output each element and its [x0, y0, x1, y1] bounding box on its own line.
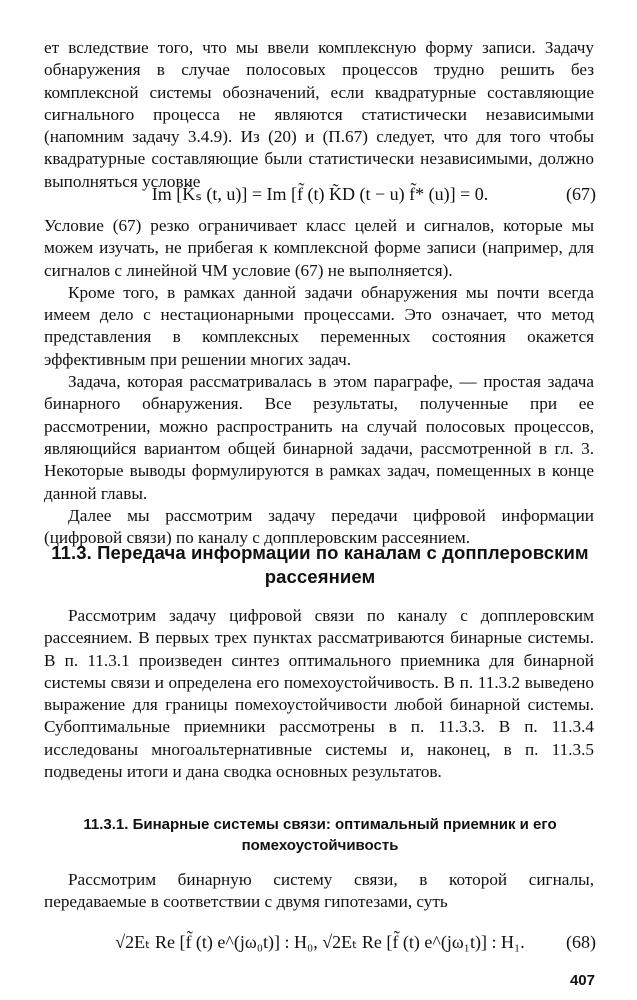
- section-heading-line: рассеянием: [264, 566, 376, 587]
- text-block-top: [44, 37, 594, 193]
- text-block-middle: [44, 215, 594, 549]
- paragraph: Кроме того, в рамках данной задачи обнаружения мы почти всегда имеем дело с нестационарными процессами. Это означает, что метод представления в комплексных переменных состояния окажется эффективным при решении многих задач.: [44, 282, 594, 369]
- paragraph: Условие (67) резко ограничивает класс целей и сигналов, которые мы можем изучать, не прибегая к комплексной форме записи (например, для сигналов с линейной ЧМ условие (67) не выполняется).: [44, 216, 594, 280]
- paragraph: Задача, которая рассматривалась в этом параграфе, — простая задача бинарного обнаружения. Все результаты, полученные при ее рассмотрении, можно распространить на случай полосовых процессов, являющийся вариантом общей бинарной задачи, рассмотренной в гл. 3. Некоторые выводы формулируются в рамках задач, помещенных в конце данной главы.: [44, 372, 594, 503]
- formula-expression: Im [K̃ₛ (t, u)] = Im [f̃ (t) K̃D (t − u) f̃* (u)] = 0.: [151, 184, 489, 204]
- formula-68: [44, 929, 596, 955]
- formula-number: (67): [566, 184, 596, 204]
- text-block-subsection: [44, 869, 594, 914]
- paragraph: Далее мы рассмотрим задачу передачи цифровой информации (цифровой связи) по каналу с допплеровским рассеянием.: [44, 505, 594, 548]
- formula-expression: √2Eₜ Re [f̃ (t) e^(jω₀t)] : H₀, √2Eₜ Re [f̃ (t) e^(jω₁t)] : H₁.: [115, 932, 525, 952]
- subsection-heading-line: помехоустойчивость: [241, 837, 399, 854]
- subsection-heading: [44, 814, 596, 856]
- subsection-heading-line: 11.3.1. Бинарные системы связи: оптимальный приемник и его: [83, 816, 557, 833]
- section-heading-line: 11.3. Передача информации по каналам с допплеровским: [51, 542, 589, 563]
- page-number: 407: [569, 972, 595, 989]
- paragraph: ет вследствие того, что мы ввели комплексную форму записи. Задачу обнаружения в случае полосовых процессов трудно решить без комплексной системы обозначений, если квадратурные составляющие сигнального процесса не являются статистически независимыми (напомним задачу 3.4.9). Из (20) и (П.67) следует, что для того чтобы квадратурные составляющие были статистически независимыми, должно выполняться условие: [44, 38, 594, 191]
- paragraph: Рассмотрим бинарную систему связи, в которой сигналы, передаваемые в соответствии с двумя гипотезами, суть: [44, 870, 594, 912]
- formula-67: [44, 181, 596, 207]
- section-heading: [44, 541, 596, 589]
- paragraph: Рассмотрим задачу цифровой связи по каналу с допплеровским рассеянием. В первых трех пунктах рассматриваются бинарные системы. В п. 11.3.1 произведен синтез оптимального приемника для бинарной системы связи и определена его помехоустойчивость. В п. 11.3.2 выведено выражение для границы помехоустойчивости любой бинарной системы. Субоптимальные приемники рассмотрены в п. 11.3.3. В п. 11.3.4 исследованы многоальтернативные системы и, наконец, в п. 11.3.5 подведены итоги и дана сводка основных результатов.: [44, 606, 594, 782]
- formula-number: (68): [566, 932, 596, 952]
- text-block-section: [44, 605, 594, 783]
